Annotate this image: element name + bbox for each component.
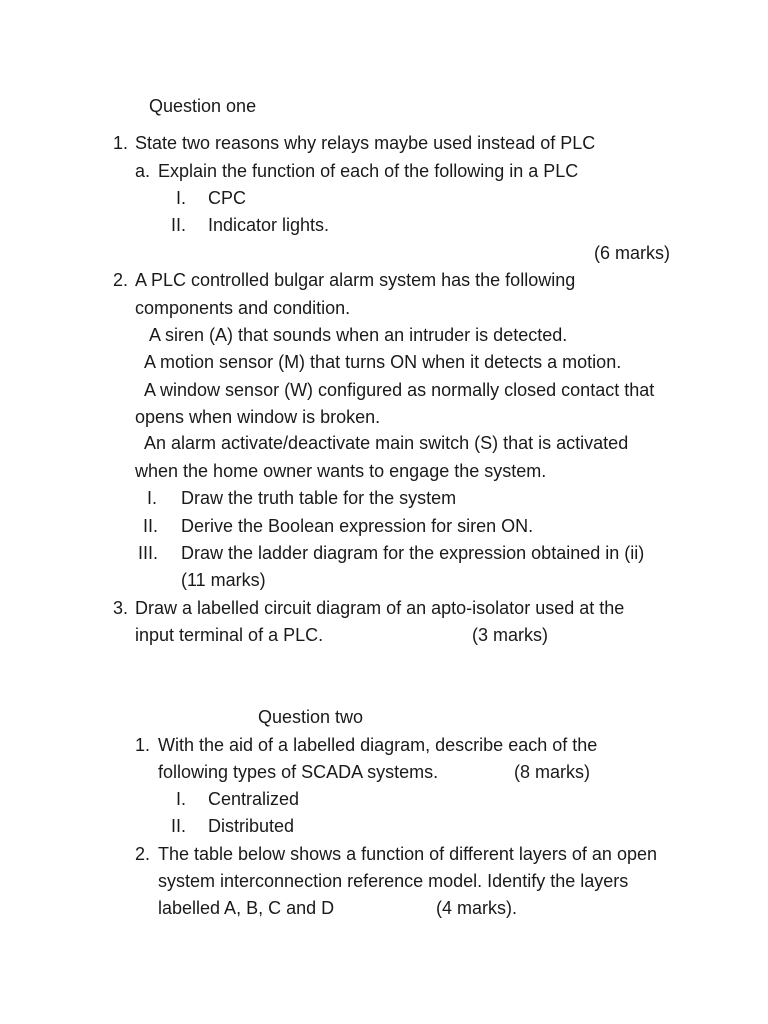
q1-item-text: CPC (208, 188, 247, 208)
q2-item-text: Derive the Boolean expression for siren ON. (181, 516, 534, 536)
question-one-heading: Question one (149, 96, 257, 116)
q2-item-text: Draw the ladder diagram for the expression obtained in (ii) (181, 543, 645, 563)
question-two-heading: Question two (258, 707, 364, 727)
q2-text-line1: A PLC controlled bulgar alarm system has the following (135, 270, 576, 290)
q2-marks: (11 marks) (181, 570, 266, 590)
q2-motion-condition: A motion sensor (M) that turns ON when it detects a motion. (144, 352, 622, 372)
q2-window-condition-line1: A window sensor (W) configured as normally closed contact that (144, 380, 655, 400)
q1-sub-a-text: Explain the function of each of the following in a PLC (158, 161, 579, 181)
q2-number: 2. (113, 270, 129, 290)
qtwo-q2-marks: (4 marks). (436, 898, 517, 918)
qtwo-q1-item-number: I. (176, 789, 187, 809)
qtwo-q2-text-line2: system interconnection reference model. Identify the layers (158, 871, 629, 891)
q2-item-text: Draw the truth table for the system (181, 488, 457, 508)
qtwo-q1-item-text: Centralized (208, 789, 300, 809)
q1-number: 1. (113, 133, 129, 153)
qtwo-q1-text-line2: following types of SCADA systems. (158, 762, 439, 782)
q1-item-text: Indicator lights. (208, 215, 330, 235)
qtwo-q2-text-line1: The table below shows a function of different layers of an open (158, 844, 657, 864)
q3-number: 3. (113, 598, 129, 618)
qtwo-q2-text-line3: labelled A, B, C and D (158, 898, 335, 918)
q2-item-number: II. (143, 516, 159, 536)
q2-text-line2: components and condition. (135, 298, 351, 318)
qtwo-q1-number: 1. (135, 735, 151, 755)
q2-item-number: III. (138, 543, 159, 563)
q1-text: State two reasons why relays maybe used instead of PLC (135, 133, 596, 153)
qtwo-q1-item-text: Distributed (208, 816, 295, 836)
q2-item-number: I. (147, 488, 158, 508)
q1-item-number: I. (176, 188, 187, 208)
q2-switch-condition-line1: An alarm activate/deactivate main switch (S) that is activated (144, 433, 629, 453)
q3-marks: (3 marks) (472, 625, 548, 645)
q3-text-line1: Draw a labelled circuit diagram of an apto-isolator used at the (135, 598, 625, 618)
qtwo-q2-number: 2. (135, 844, 151, 864)
q1-marks: (6 marks) (594, 243, 670, 263)
q1-sub-a-label: a. (135, 161, 151, 181)
qtwo-q1-item-number: II. (171, 816, 187, 836)
qtwo-q1-marks: (8 marks) (514, 762, 590, 782)
qtwo-q1-text-line1: With the aid of a labelled diagram, describe each of the (158, 735, 598, 755)
q2-window-condition-line2: opens when window is broken. (135, 407, 381, 427)
q1-item-number: II. (171, 215, 187, 235)
q3-text-line2: input terminal of a PLC. (135, 625, 324, 645)
q2-switch-condition-line2: when the home owner wants to engage the system. (135, 461, 547, 481)
q2-siren-condition: A siren (A) that sounds when an intruder is detected. (149, 325, 568, 345)
